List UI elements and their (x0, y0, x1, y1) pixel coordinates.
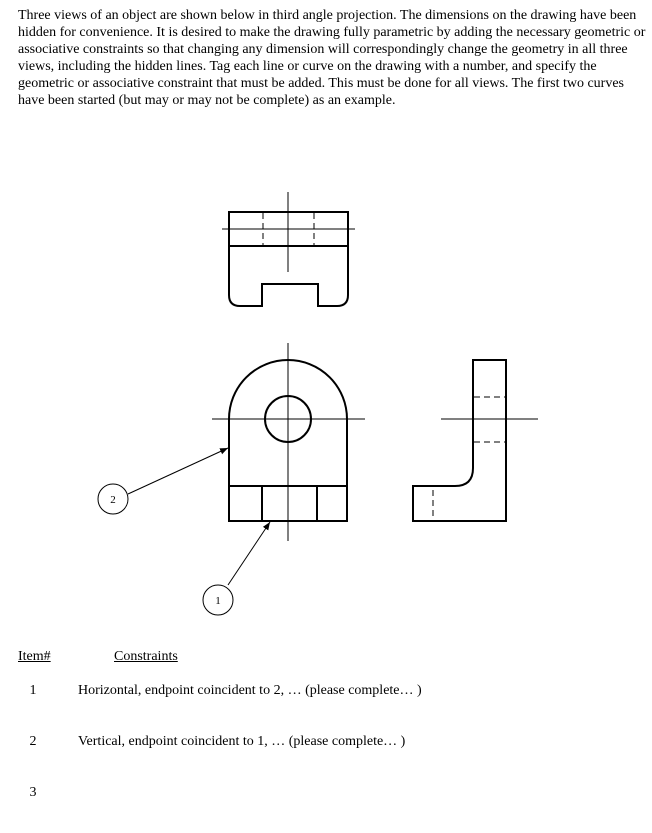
side-view (413, 360, 538, 521)
callout-2 (98, 448, 228, 514)
instructions-line: views, including the hidden lines. Tag each line or curve on the drawing with a number, and specify the (18, 59, 597, 74)
callout-2-leader (128, 448, 228, 494)
callout-2-label: 2 (110, 494, 116, 506)
top-view (222, 192, 355, 306)
table-header-constraints: Constraints (114, 649, 178, 664)
table-row-item-number: 3 (29, 785, 37, 800)
table-row-constraints: Horizontal, endpoint coincident to 2, … (please complete… ) (78, 683, 422, 698)
callout-1 (203, 522, 270, 615)
side-view-outline (413, 360, 506, 521)
table-header-item: Item# (18, 649, 51, 664)
callout-1-label: 1 (215, 595, 221, 607)
table-row-constraints: Vertical, endpoint coincident to 1, … (please complete… ) (78, 734, 406, 749)
instructions-line: Three views of an object are shown below in third angle projection. The dimensions on the drawing have been (18, 8, 637, 23)
instructions-line: geometric or associative constraint that must be added. This must be done for all views. The first two curves (18, 76, 624, 91)
front-view (212, 343, 365, 541)
table-row-item-number: 1 (29, 683, 37, 698)
instructions-line: have been started (but may or may not be complete) as an example. (18, 93, 396, 108)
table-row-item-number: 2 (29, 734, 37, 749)
instructions-line: hidden for convenience. It is desired to make the drawing fully parametric by adding the necessary geometric or (18, 25, 646, 40)
callout-1-leader (228, 522, 270, 585)
instructions-line: associative constraints so that changing any dimension will correspondingly change the geometry in all three (18, 42, 628, 57)
